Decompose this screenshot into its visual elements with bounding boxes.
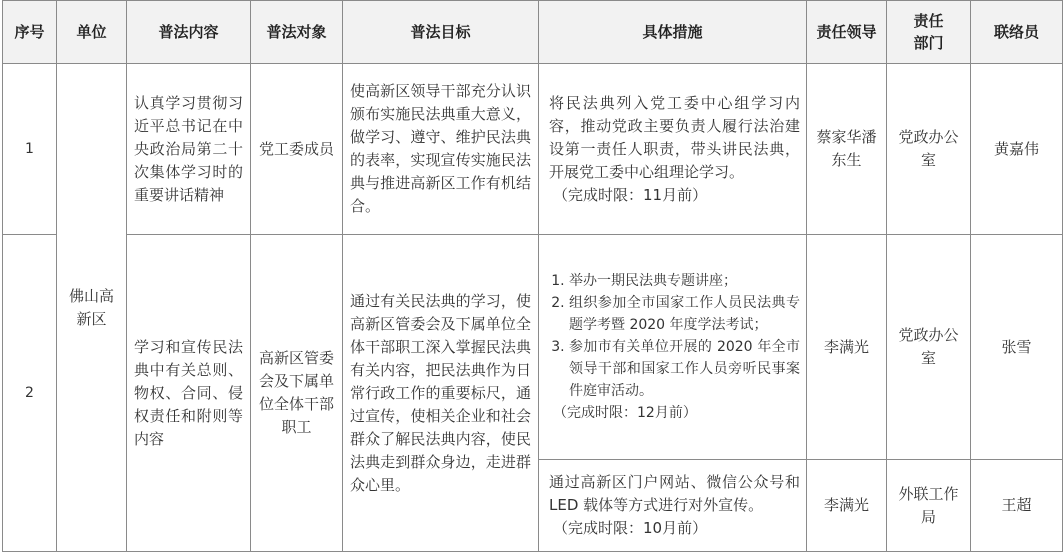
row2b-measure-text: 通过高新区门户网站、微信公众号和 LED 载体等方式进行对外宣传。 bbox=[549, 473, 800, 514]
row1-liaison: 黄嘉伟 bbox=[971, 64, 1063, 235]
row1-leader: 蔡家华潘东生 bbox=[807, 64, 887, 235]
list-item: 3. 参加市有关单位开展的 2020 年全市领导干部和国家工作人员旁听民事案件庭审活动。 bbox=[569, 336, 800, 402]
header-dept-line1: 责任 bbox=[913, 12, 944, 30]
row2-measure-b bbox=[539, 460, 807, 552]
row1-dept: 党政办公室 bbox=[887, 64, 971, 235]
row1-measure bbox=[539, 64, 807, 235]
plan-table bbox=[2, 0, 1063, 552]
row2b-liaison: 王超 bbox=[971, 460, 1063, 552]
row2-measure-list bbox=[549, 270, 800, 402]
header-unit: 单位 bbox=[57, 1, 127, 64]
row2a-liaison: 张雪 bbox=[971, 235, 1063, 460]
table-row bbox=[3, 64, 1063, 235]
row1-measure-text: 将民法典列入党工委中心组学习内容，推动党政主要负责人履行法治建设第一责任人职责，带头讲民法典，开展党工委中心组理论学习。 bbox=[549, 93, 800, 181]
row1-content: 认真学习贯彻习近平总书记在中央政治局第二十次集体学习时的重要讲话精神 bbox=[127, 64, 251, 235]
row1-seq: 1 bbox=[3, 64, 57, 235]
row1-goal: 使高新区领导干部充分认识颁布实施民法典重大意义，做学习、遵守、维护民法典的表率，实现宣传实施民法典与推进高新区工作有机结合。 bbox=[343, 64, 539, 235]
row2a-dept: 党政办公室 bbox=[887, 235, 971, 460]
row2-content: 学习和宣传民法典中有关总则、物权、合同、侵权责任和附则等内容 bbox=[127, 235, 251, 552]
row2b-deadline: （完成时限：10月前） bbox=[553, 519, 708, 537]
header-seq: 序号 bbox=[3, 1, 57, 64]
row2-audience: 高新区管委会及下属单位全体干部职工 bbox=[251, 235, 343, 552]
row1-deadline: （完成时限：11月前） bbox=[553, 185, 708, 204]
row2a-leader: 李满光 bbox=[807, 235, 887, 460]
row1-audience: 党工委成员 bbox=[251, 64, 343, 235]
row2b-dept: 外联工作局 bbox=[887, 460, 971, 552]
row2a-deadline: （完成时限：12月前） bbox=[553, 405, 697, 421]
list-item: 1. 举办一期民法典专题讲座； bbox=[569, 270, 800, 292]
row2b-leader: 李满光 bbox=[807, 460, 887, 552]
list-item: 2. 组织参加全市国家工作人员民法典专题学考暨 2020 年度学法考试； bbox=[569, 292, 800, 336]
header-content: 普法内容 bbox=[127, 1, 251, 64]
header-leader: 责任领导 bbox=[807, 1, 887, 64]
row2-measure-a bbox=[539, 235, 807, 460]
header-audience: 普法对象 bbox=[251, 1, 343, 64]
header-goal: 普法目标 bbox=[343, 1, 539, 64]
unit-cell: 佛山高新区 bbox=[57, 64, 127, 552]
header-row bbox=[3, 1, 1063, 64]
row2-seq: 2 bbox=[3, 235, 57, 552]
header-liaison: 联络员 bbox=[971, 1, 1063, 64]
row2-goal: 通过有关民法典的学习，使高新区管委会及下属单位全体干部职工深入掌握民法典有关内容，把民法典作为日常行政工作的重要标尺，通过宣传，使相关企业和社会群众了解民法典内容，使民法典走到群众身边，走进群众心里。 bbox=[343, 235, 539, 552]
table-row bbox=[3, 235, 1063, 460]
header-dept bbox=[887, 1, 971, 64]
header-measures: 具体措施 bbox=[539, 1, 807, 64]
header-dept-line2: 部门 bbox=[913, 34, 944, 52]
